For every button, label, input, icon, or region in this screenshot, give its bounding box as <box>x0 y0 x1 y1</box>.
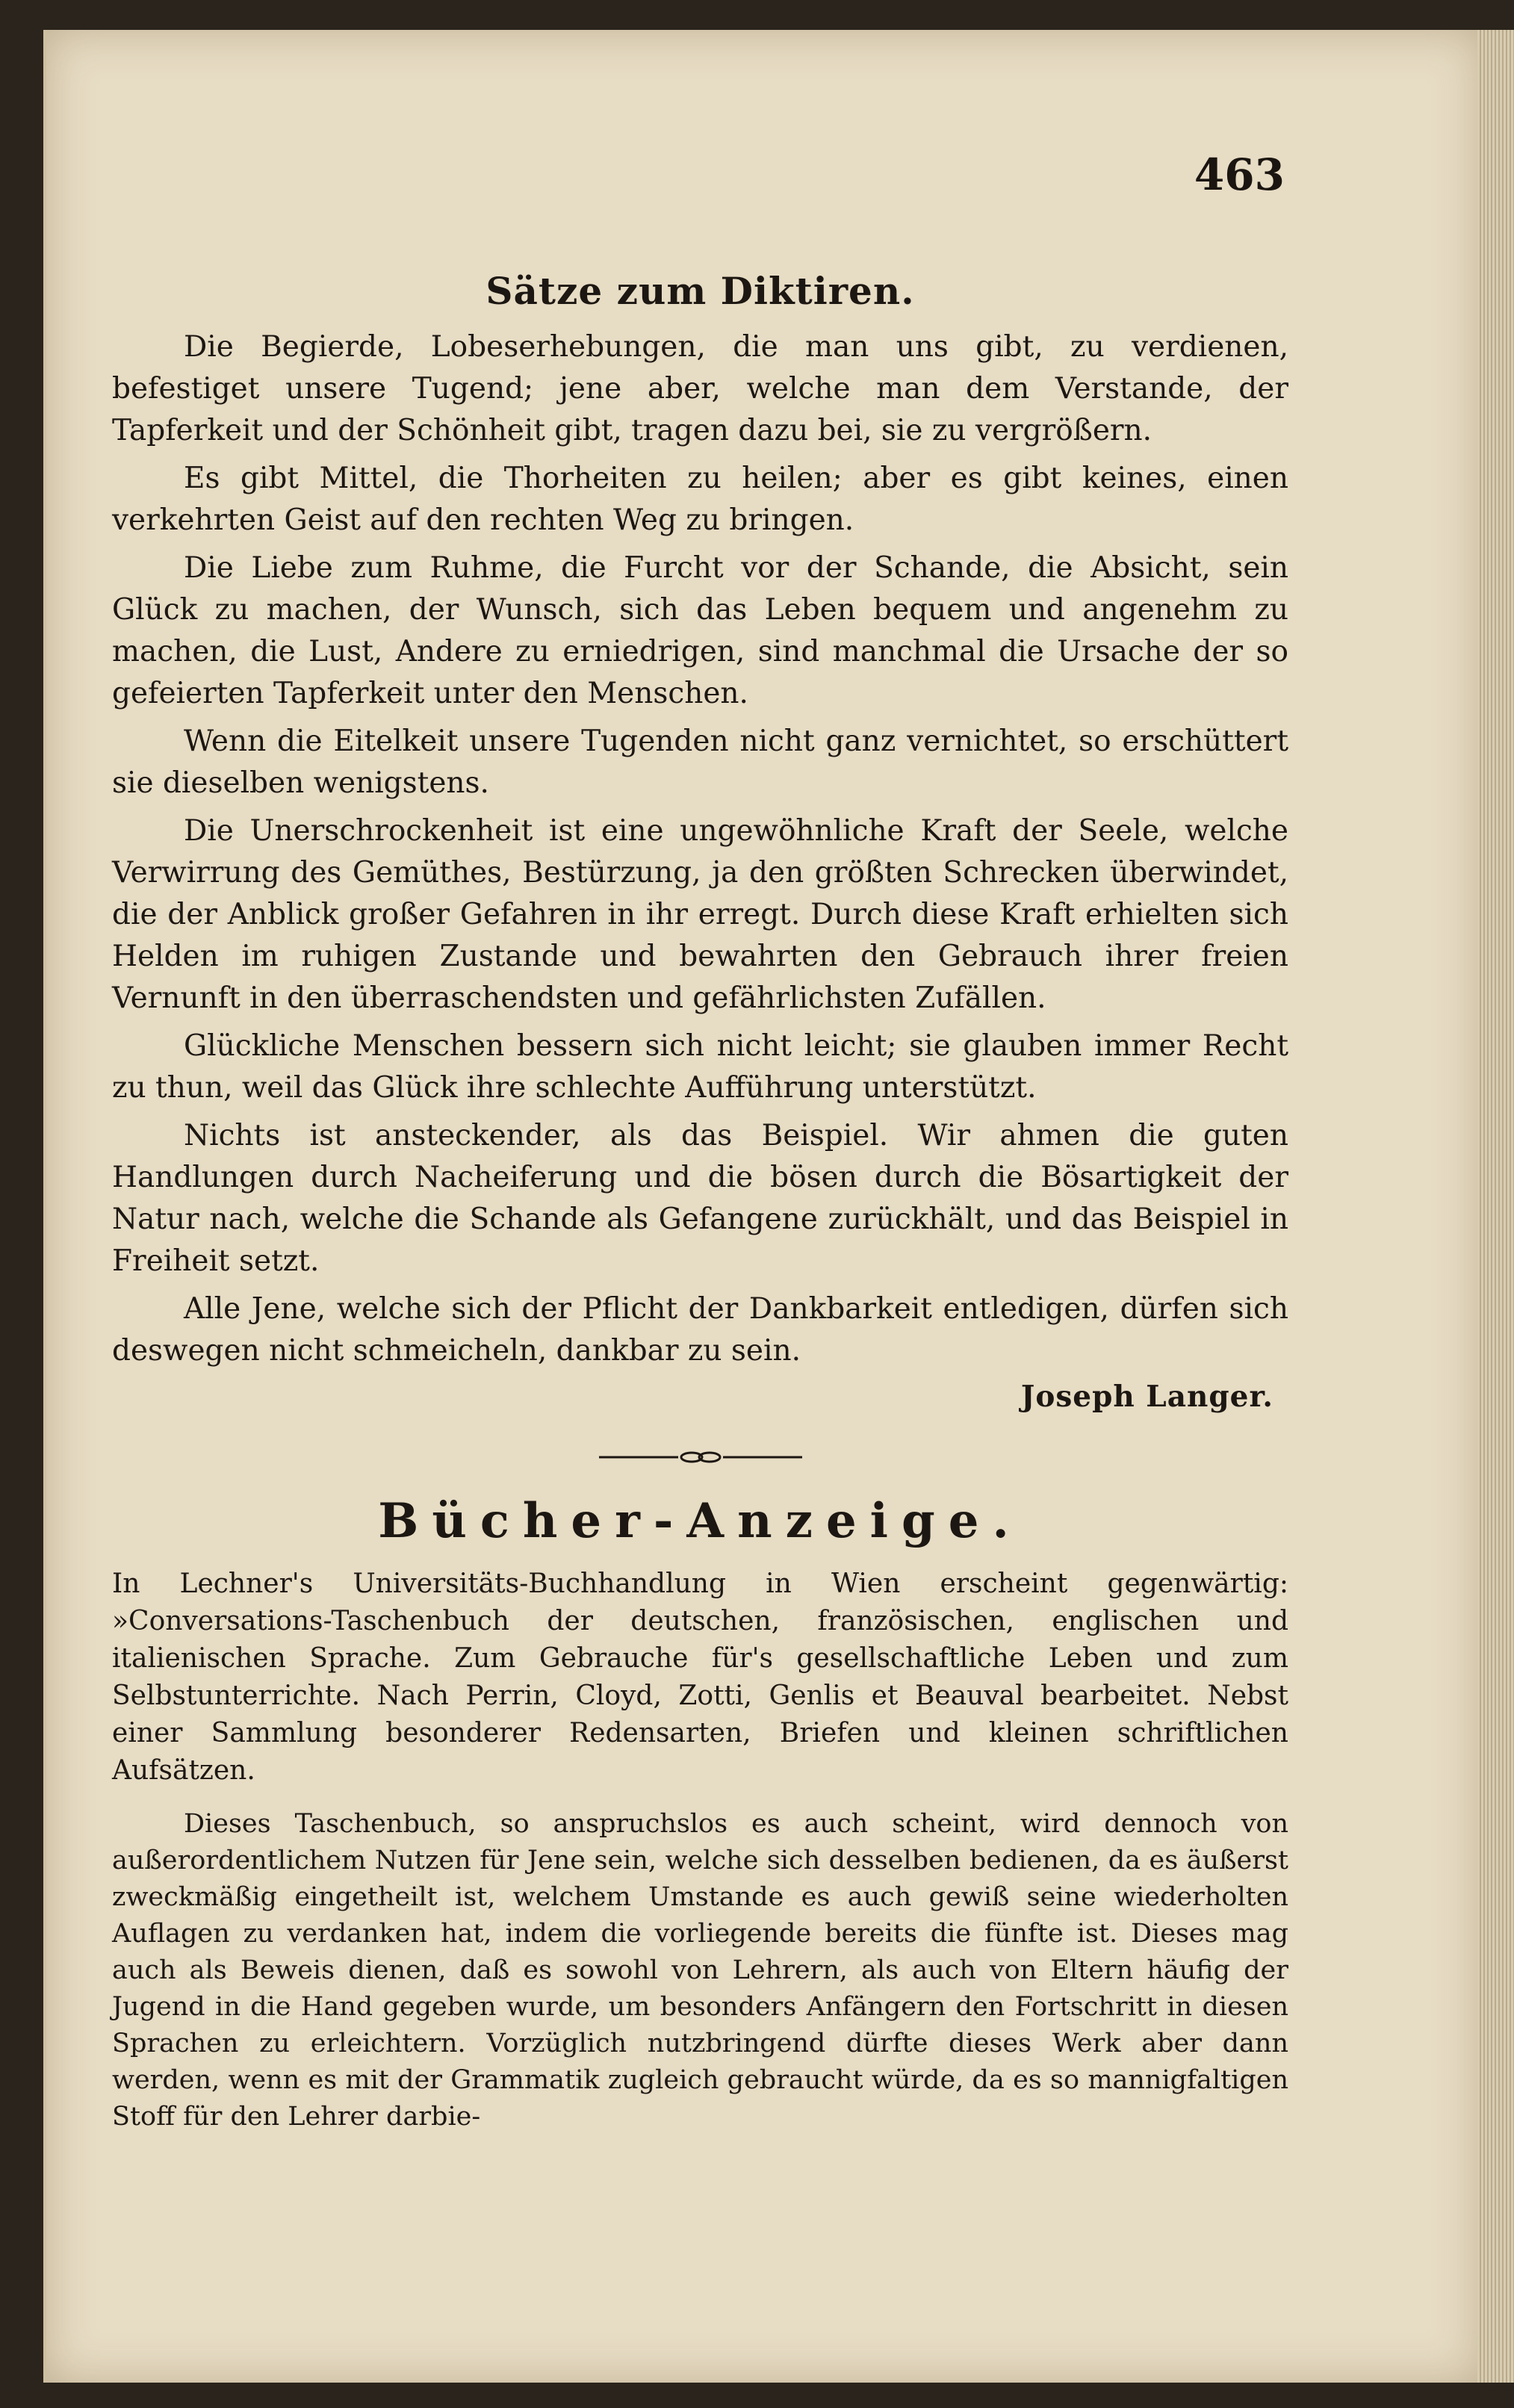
paragraph: Die Begierde, Lobeserhebungen, die man uns gibt, zu verdienen, befestiget unsere Tugend; jene aber, welche man dem Verstande, der Tapferkeit und der Schönheit gibt, tragen dazu bei, sie zu vergrößern. <box>112 330 1288 447</box>
paragraph: Die Liebe zum Ruhme, die Furcht vor der Schande, die Absicht, sein Glück zu machen, der Wunsch, sich das Leben bequem und angenehm zu machen, die Lust, Andere zu erniedrigen, sind manchmal die Ursache der so gefeierten Tapferkeit unter den Menschen. <box>112 551 1288 710</box>
decorative-rule-icon <box>596 1448 805 1466</box>
page-edge-stack <box>1477 30 1514 2383</box>
announcement-body: Dieses Taschenbuch, so anspruchslos es auch scheint, wird dennoch von außerordentlichem Nutzen für Jene sein, welche sich desselben bedienen, da es äußerst zweckmäßig eingetheilt ist, welchem Umstande es auch gewiß seine wiederholten Auflagen zu verdanken hat, indem die vorliegende bereits die fünfte ist. Dieses mag auch als Beweis dienen, daß es sowohl von Lehrern, als auch von Eltern häufig der Jugend in die Hand gegeben wurde, um besonders Anfängern den Fortschritt in diesen Sprachen zu erleichtern. Vorzüglich nutzbringend dürfte dieses Werk aber dann werden, wenn es mit der Grammatik zugleich gebraucht würde, da es so mannigfaltigen Stoff für den Lehrer darbie- <box>112 1809 1288 2132</box>
announcement-title: Bücher-Anzeige. <box>378 1493 1023 1549</box>
paragraph: Wenn die Eitelkeit unsere Tugenden nicht ganz vernichtet, so erschüttert sie dieselben wenigstens. <box>112 724 1288 800</box>
author-signature: Joseph Langer. <box>1020 1380 1273 1414</box>
paragraph: Alle Jene, welche sich der Pflicht der Dankbarkeit entledigen, dürfen sich deswegen nicht schmeicheln, dankbar zu sein. <box>112 1292 1288 1368</box>
paragraph: Die Unerschrockenheit ist eine ungewöhnliche Kraft der Seele, welche Verwirrung des Gemüthes, Bestürzung, ja den größten Schrecken überwindet, die der Anblick großer Gefahren in ihr erregt. Durch diese Kraft erhielten sich Helden im ruhigen Zustande und bewahrten den Gebrauch ihrer freien Vernunft in den überraschendsten und gefährlichsten Zufällen. <box>112 814 1288 1015</box>
paragraph: Es gibt Mittel, die Thorheiten zu heilen; aber es gibt keines, einen verkehrten Geist auf den rechten Weg zu bringen. <box>112 462 1288 537</box>
page-number: 463 <box>1194 149 1285 200</box>
announcement-lead: In Lechner's Universitäts-Buchhandlung in Wien erscheint gegenwärtig: »Conversations-Taschenbuch der deutschen, französischen, englischen und italienischen Sprache. Zum Gebrauche für's gesellschaftliche Leben und zum Selbstunterrichte. Nach Perrin, Cloyd, Zotti, Genlis et Beauval bearbeitet. Nebst einer Sammlung besonderer Redensarten, Briefen und kleinen schriftlichen Aufsätzen. <box>112 1568 1288 1786</box>
page-content <box>112 187 1288 2135</box>
paragraph: Glückliche Menschen bessern sich nicht leicht; sie glauben immer Recht zu thun, weil das Glück ihre schlechte Aufführung unterstützt. <box>112 1029 1288 1105</box>
section-title: Sätze zum Diktiren. <box>485 269 915 313</box>
paragraph: Nichts ist ansteckender, als das Beispiel. Wir ahmen die guten Handlungen durch Nacheiferung und die bösen durch die Bösartigkeit der Natur nach, welche die Schande als Gefangene zurückhält, und das Beispiel in Freiheit setzt. <box>112 1119 1288 1278</box>
